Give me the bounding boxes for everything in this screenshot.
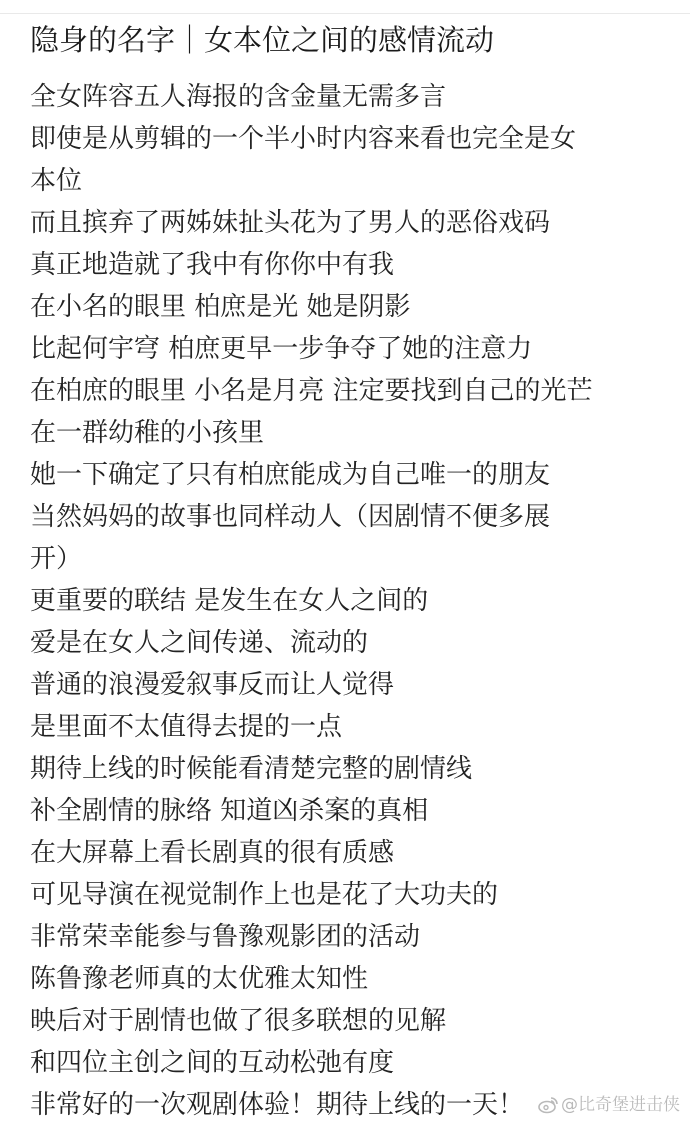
weibo-icon bbox=[538, 1096, 558, 1114]
text-line: 在一群幼稚的小孩里 bbox=[30, 418, 265, 448]
text-line: 是里面不太值得去提的一点 bbox=[30, 712, 343, 742]
text-line: 在柏庶的眼里 小名是月亮 注定要找到自己的光芒 bbox=[30, 376, 593, 406]
text-line: 期待上线的时候能看清楚完整的剧情线 bbox=[30, 754, 473, 784]
text-line: 爱是在女人之间传递、流动的 bbox=[30, 628, 369, 658]
watermark-text: @比奇堡进击侠 bbox=[561, 1095, 680, 1115]
text-line: 陈鲁豫老师真的太优雅太知性 bbox=[30, 964, 369, 994]
text-line: 即使是从剪辑的一个半小时内容来看也完全是女 bbox=[30, 124, 577, 154]
page-title: 隐身的名字｜女本位之间的感情流动 bbox=[30, 23, 495, 57]
text-line: 当然妈妈的故事也同样动人（因剧情不便多展 bbox=[30, 502, 551, 532]
text-line: 比起何宇穹 柏庶更早一步争夺了她的注意力 bbox=[30, 334, 533, 364]
text-line: 本位 bbox=[30, 166, 83, 196]
text-line: 而且摈弃了两姊妹扯头花为了男人的恶俗戏码 bbox=[30, 208, 551, 238]
text-line: 普通的浪漫爱叙事反而让人觉得 bbox=[30, 670, 395, 700]
watermark bbox=[538, 1094, 680, 1116]
text-line: 全女阵容五人海报的含金量无需多言 bbox=[30, 82, 447, 112]
text-line: 真正地造就了我中有你你中有我 bbox=[30, 250, 395, 280]
text-line: 和四位主创之间的互动松弛有度 bbox=[30, 1048, 395, 1078]
text-line: 非常好的一次观剧体验！期待上线的一天！ bbox=[30, 1090, 525, 1120]
top-divider bbox=[0, 13, 690, 14]
post-body bbox=[30, 76, 670, 1126]
text-line: 映后对于剧情也做了很多联想的见解 bbox=[30, 1006, 447, 1036]
text-line: 在大屏幕上看长剧真的很有质感 bbox=[30, 838, 395, 868]
text-line: 开） bbox=[30, 544, 83, 574]
text-line: 在小名的眼里 柏庶是光 她是阴影 bbox=[30, 292, 411, 322]
text-line: 她一下确定了只有柏庶能成为自己唯一的朋友 bbox=[30, 460, 551, 490]
text-line: 可见导演在视觉制作上也是花了大功夫的 bbox=[30, 880, 499, 910]
text-line: 非常荣幸能参与鲁豫观影团的活动 bbox=[30, 922, 421, 952]
text-line: 补全剧情的脉络 知道凶杀案的真相 bbox=[30, 796, 429, 826]
text-line: 更重要的联结 是发生在女人之间的 bbox=[30, 586, 429, 616]
